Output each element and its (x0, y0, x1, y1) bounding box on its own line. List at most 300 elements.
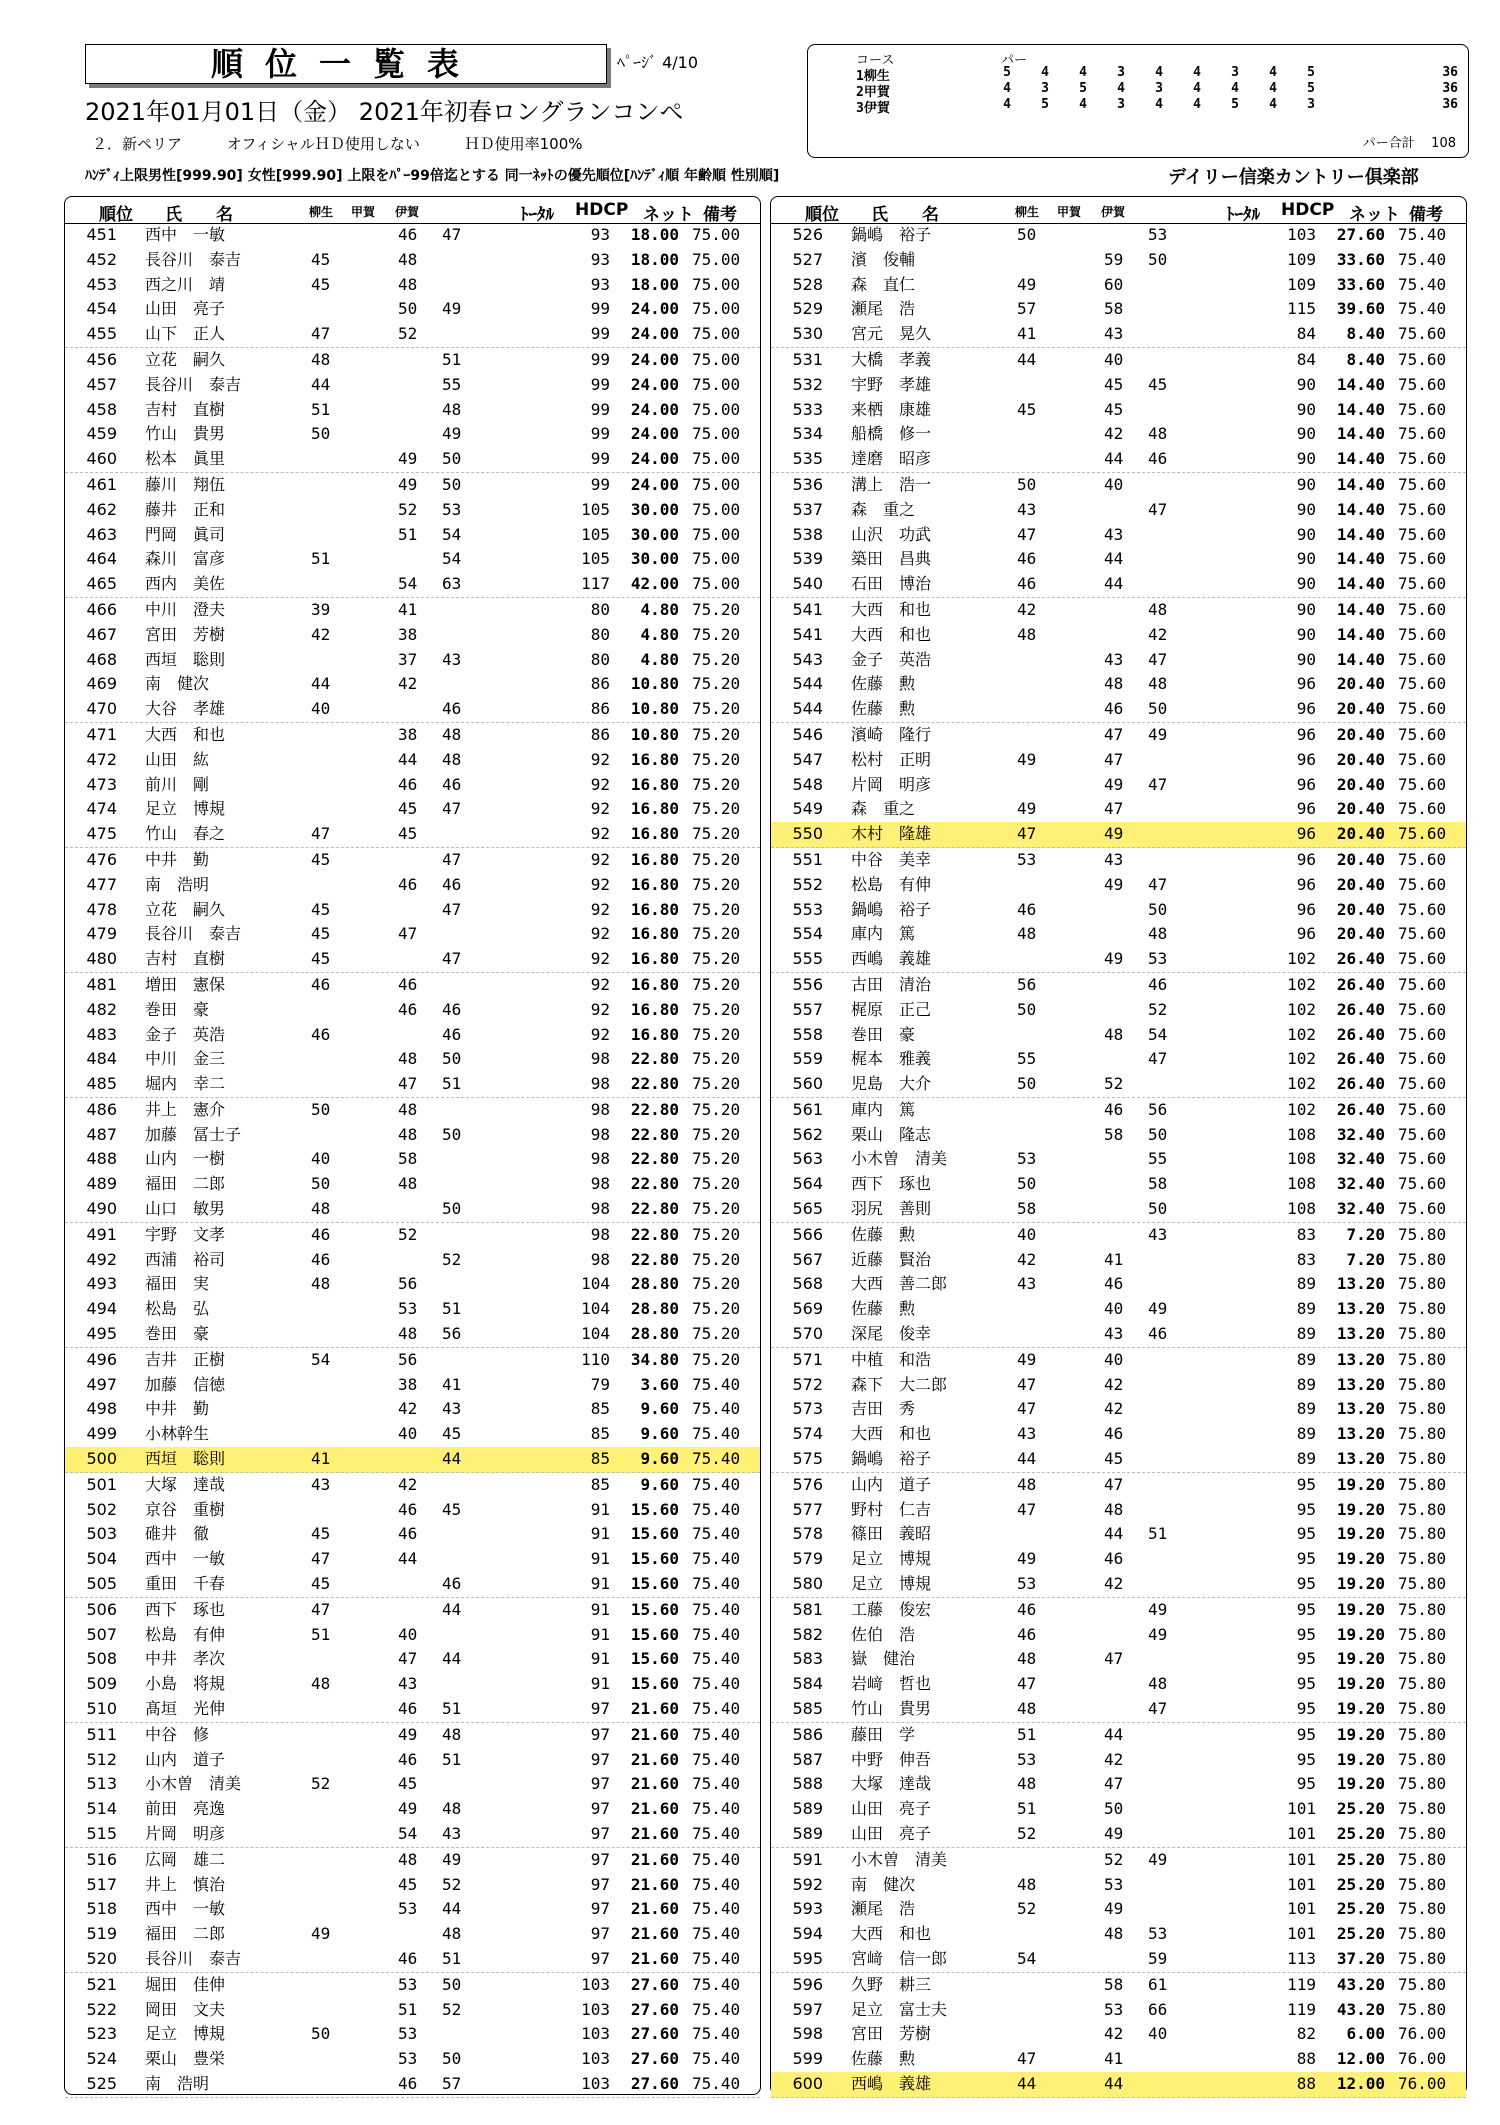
cell-score-iga: 50 (442, 474, 462, 494)
table-row (771, 1023, 1466, 1048)
cell-score-iga: 50 (442, 2049, 462, 2069)
cell-score-koga: 44 (398, 1549, 418, 1569)
col-name: 氏 名 (165, 205, 233, 225)
cell-net: 75.00 (692, 225, 741, 244)
table-row (771, 1297, 1466, 1322)
hole-par: 4 (1193, 65, 1201, 80)
table-row (771, 1397, 1466, 1422)
cell-name: 片岡 明彦 (145, 1824, 226, 1843)
hole-par: 3 (1117, 65, 1125, 80)
cell-rank: 530 (792, 324, 823, 344)
cell-rank: 596 (792, 1974, 823, 1994)
cell-rank: 511 (86, 1724, 117, 1744)
cell-net: 75.20 (692, 949, 741, 969)
cell-total: 92 (590, 924, 610, 944)
cell-name: 足立 博規 (851, 1574, 932, 1594)
table-row (65, 1772, 760, 1797)
cell-rank: 583 (792, 1649, 823, 1669)
cell-rank: 518 (86, 1899, 117, 1919)
table-row (65, 1973, 760, 1998)
cell-rank: 544 (792, 699, 823, 719)
course-name: 2甲賀 (856, 85, 890, 100)
table-row (771, 398, 1466, 423)
cell-score-koga: 53 (398, 2049, 418, 2069)
cell-rank: 567 (792, 1249, 823, 1269)
cell-net: 76.00 (1398, 2073, 1447, 2093)
table-row (65, 1672, 760, 1697)
cell-score-iga: 51 (442, 1299, 462, 1319)
cell-hdcp: 13.20 (1336, 1299, 1385, 1319)
cell-score-koga: 48 (398, 274, 418, 294)
cell-score-koga: 46 (398, 974, 418, 994)
cell-score-yagyu: 49 (1017, 1349, 1037, 1369)
cell-score-iga: 63 (442, 574, 462, 594)
col-c1: 柳生 (1015, 205, 1040, 219)
cell-score-koga: 45 (398, 824, 418, 844)
hole-par: 4 (1269, 65, 1277, 80)
cell-total: 102 (1287, 1049, 1316, 1069)
cell-total: 97 (590, 1749, 610, 1769)
cell-name: 石田 博治 (851, 574, 932, 594)
table-row (65, 1072, 760, 1098)
cell-rank: 452 (86, 249, 117, 269)
cell-name: 中井 勤 (145, 849, 210, 869)
cell-total: 97 (590, 1948, 610, 1968)
cell-name: 吉田 秀 (851, 1399, 916, 1419)
table-row (65, 922, 760, 947)
cell-net: 75.60 (1398, 1199, 1447, 1219)
cell-score-iga: 56 (1148, 1099, 1168, 1119)
cell-rank: 585 (792, 1699, 823, 1719)
cell-net: 75.00 (692, 349, 741, 369)
cell-name: 大塚 達哉 (851, 1774, 932, 1794)
cell-hdcp: 27.60 (630, 1999, 679, 2019)
cell-net: 75.80 (1398, 1424, 1447, 1444)
cell-score-yagyu: 43 (1017, 1274, 1037, 1294)
cell-hdcp: 20.40 (1336, 849, 1385, 869)
table-row (65, 348, 760, 373)
table-row (771, 1223, 1466, 1248)
cell-score-iga: 61 (1148, 1974, 1168, 1994)
table-row (65, 697, 760, 723)
cell-name: 西内 美佐 (145, 574, 226, 594)
cell-rank: 467 (86, 624, 117, 644)
table-row (771, 1897, 1466, 1922)
cell-score-iga: 42 (1148, 624, 1168, 644)
cell-score-koga: 44 (1104, 574, 1124, 594)
cell-hdcp: 27.60 (1336, 225, 1385, 244)
cell-net: 75.00 (692, 324, 741, 344)
cell-score-yagyu: 47 (1017, 1674, 1037, 1694)
cell-net: 75.80 (1398, 1224, 1447, 1244)
cell-rank: 506 (86, 1599, 117, 1619)
table-row (65, 773, 760, 798)
cell-name: 山田 亮子 (851, 1799, 932, 1819)
cell-total: 93 (590, 274, 610, 294)
table-row (771, 1922, 1466, 1947)
cell-hdcp: 10.80 (630, 674, 679, 694)
table-row (65, 1547, 760, 1572)
cell-score-yagyu: 51 (1017, 1799, 1037, 1819)
cell-hdcp: 20.40 (1336, 724, 1385, 744)
table-row (65, 297, 760, 322)
cell-net: 75.80 (1398, 1774, 1447, 1794)
cell-rank: 533 (792, 399, 823, 419)
cell-total: 101 (1287, 1849, 1316, 1869)
cell-score-koga: 40 (398, 1624, 418, 1644)
table-row (65, 1197, 760, 1223)
col-c2: 甲賀 (1057, 205, 1082, 219)
cell-score-yagyu: 47 (1017, 2049, 1037, 2069)
cell-total: 105 (581, 524, 610, 544)
cell-hdcp: 14.40 (1336, 424, 1385, 444)
cell-score-koga: 43 (1104, 324, 1124, 344)
cell-net: 75.60 (1398, 399, 1447, 419)
table-row (65, 1522, 760, 1547)
col-hdcp: HDCP (1281, 200, 1335, 220)
cell-name: 深尾 俊幸 (851, 1324, 932, 1344)
cell-net: 75.80 (1398, 1824, 1447, 1843)
cell-net: 75.80 (1398, 1649, 1447, 1669)
cell-score-koga: 40 (1104, 1349, 1124, 1369)
cell-name: 加藤 冨士子 (145, 1124, 242, 1144)
cell-name: 佐伯 浩 (851, 1624, 916, 1644)
cell-hdcp: 25.20 (1336, 1924, 1385, 1944)
cell-score-iga: 45 (1148, 374, 1168, 394)
table-row (771, 297, 1466, 322)
cell-name: 山内 道子 (851, 1474, 932, 1494)
cell-score-koga: 49 (398, 474, 418, 494)
cell-hdcp: 19.20 (1336, 1474, 1385, 1494)
cell-hdcp: 16.80 (630, 999, 679, 1019)
cell-score-koga: 52 (1104, 1849, 1124, 1869)
cell-rank: 486 (86, 1099, 117, 1119)
table-row (771, 697, 1466, 723)
cell-total: 102 (1287, 1074, 1316, 1094)
table-row (771, 1973, 1466, 1998)
cell-score-koga: 41 (1104, 2049, 1124, 2069)
cell-net: 75.40 (692, 1449, 741, 1469)
cell-total: 93 (590, 249, 610, 269)
cell-net: 75.40 (692, 1948, 741, 1968)
cell-score-iga: 57 (442, 2073, 462, 2093)
table-row (771, 1697, 1466, 1723)
cell-net: 75.60 (1398, 999, 1447, 1019)
cell-rank: 534 (792, 424, 823, 444)
cell-net: 75.80 (1398, 1899, 1447, 1919)
cell-net: 75.20 (692, 1124, 741, 1144)
cell-net: 75.80 (1398, 1674, 1447, 1694)
cell-total: 95 (1296, 1749, 1316, 1769)
table-row (65, 1598, 760, 1623)
cell-score-yagyu: 54 (311, 1349, 331, 1369)
cell-score-yagyu: 49 (1017, 274, 1037, 294)
cell-net: 75.60 (1398, 874, 1447, 894)
cell-net: 75.60 (1398, 624, 1447, 644)
course-total: 36 (1442, 97, 1458, 112)
cell-score-yagyu: 58 (1017, 1199, 1037, 1219)
cell-net: 75.80 (1398, 1249, 1447, 1269)
cell-net: 75.60 (1398, 974, 1447, 994)
cell-rank: 572 (792, 1374, 823, 1394)
col-note: 備考 (703, 205, 737, 225)
cell-net: 75.40 (692, 1824, 741, 1843)
cell-name: 西嶋 義雄 (851, 949, 932, 969)
cell-rank: 529 (792, 299, 823, 319)
cell-hdcp: 14.40 (1336, 649, 1385, 669)
cell-hdcp: 16.80 (630, 974, 679, 994)
cell-hdcp: 24.00 (630, 349, 679, 369)
cell-score-iga: 52 (442, 1249, 462, 1269)
cell-net: 75.40 (692, 1474, 741, 1494)
cell-score-iga: 48 (442, 724, 462, 744)
table-row (65, 1422, 760, 1447)
cell-net: 75.00 (692, 274, 741, 294)
course-row (808, 81, 1468, 100)
cell-score-koga: 51 (398, 1999, 418, 2019)
cell-net: 75.00 (692, 424, 741, 444)
table-row (771, 1447, 1466, 1473)
cell-rank: 554 (792, 924, 823, 944)
cell-hdcp: 32.40 (1336, 1199, 1385, 1219)
cell-name: 野村 仁吉 (851, 1499, 932, 1519)
cell-hdcp: 22.80 (630, 1249, 679, 1269)
cell-net: 75.80 (1398, 1549, 1447, 1569)
cell-score-iga: 48 (1148, 424, 1168, 444)
cell-name: 羽尻 善則 (851, 1199, 932, 1219)
par-col-label: パー (1001, 53, 1028, 68)
cell-hdcp: 22.80 (630, 1124, 679, 1144)
cell-hdcp: 13.20 (1336, 1449, 1385, 1469)
cell-total: 97 (590, 1899, 610, 1919)
cell-score-koga: 42 (1104, 1574, 1124, 1594)
table-row (771, 1672, 1466, 1697)
cell-name: 増田 憲保 (145, 974, 226, 994)
cell-rank: 569 (792, 1299, 823, 1319)
cell-total: 79 (590, 1374, 610, 1394)
cell-score-koga: 52 (398, 499, 418, 519)
cell-hdcp: 33.60 (1336, 274, 1385, 294)
cell-total: 103 (581, 2049, 610, 2069)
cell-total: 109 (1287, 249, 1316, 269)
course-row (808, 97, 1468, 116)
cell-rank: 466 (86, 599, 117, 619)
table-row (771, 1772, 1466, 1797)
cell-net: 75.60 (1398, 424, 1447, 444)
cell-name: 森川 富彦 (145, 549, 226, 569)
cell-rank: 490 (86, 1199, 117, 1219)
cell-hdcp: 25.20 (1336, 1849, 1385, 1869)
hole-par: 5 (1041, 97, 1049, 112)
cell-net: 75.80 (1398, 1724, 1447, 1744)
cell-score-koga: 50 (398, 299, 418, 319)
cell-rank: 559 (792, 1049, 823, 1069)
cell-hdcp: 21.60 (630, 1724, 679, 1744)
table-row (65, 1748, 760, 1773)
table-row (771, 547, 1466, 572)
course-total: 36 (1442, 65, 1458, 80)
cell-name: 中野 伸吾 (851, 1749, 932, 1769)
cell-name: 山田 紘 (145, 749, 210, 769)
cell-score-koga: 45 (1104, 399, 1124, 419)
table-row (771, 273, 1466, 298)
cell-score-iga: 56 (442, 1324, 462, 1344)
cell-net: 75.80 (1398, 1349, 1447, 1369)
cell-net: 75.40 (692, 1724, 741, 1744)
col-c3: 伊賀 (395, 205, 420, 219)
cell-net: 75.80 (1398, 1274, 1447, 1294)
cell-name: 大西 善二郎 (851, 1274, 948, 1294)
table-row (771, 2072, 1466, 2098)
cell-rank: 565 (792, 1199, 823, 1219)
cell-score-iga: 50 (442, 449, 462, 469)
col-hdcp: HDCP (575, 200, 629, 220)
cell-net: 75.80 (1398, 1999, 1447, 2019)
cell-name: 堀内 幸二 (145, 1074, 226, 1094)
cell-score-iga: 46 (442, 999, 462, 1019)
cell-rank: 600 (792, 2073, 823, 2093)
cell-score-yagyu: 48 (1017, 924, 1037, 944)
table-row (65, 1848, 760, 1873)
cell-hdcp: 28.80 (630, 1324, 679, 1344)
course-name: 3伊賀 (856, 101, 890, 116)
cell-score-koga: 43 (1104, 849, 1124, 869)
cell-rank: 503 (86, 1524, 117, 1544)
cell-name: 南 浩明 (145, 2073, 210, 2093)
cell-score-koga: 53 (398, 1299, 418, 1319)
cell-net: 75.40 (1398, 249, 1447, 269)
cell-rank: 555 (792, 949, 823, 969)
hole-par: 5 (1079, 81, 1087, 96)
cell-rank: 579 (792, 1549, 823, 1569)
cell-score-iga: 41 (442, 1374, 462, 1394)
cell-name: 山田 亮子 (851, 1824, 932, 1843)
cell-score-koga: 42 (398, 674, 418, 694)
cell-score-iga: 48 (442, 1724, 462, 1744)
cell-net: 75.40 (692, 1574, 741, 1594)
cell-total: 119 (1287, 1999, 1316, 2019)
cell-name: 吉村 直樹 (145, 399, 226, 419)
cell-score-iga: 44 (442, 1649, 462, 1669)
table-row (771, 1272, 1466, 1297)
cell-hdcp: 32.40 (1336, 1149, 1385, 1169)
cell-name: 西下 琢也 (145, 1599, 226, 1619)
cell-score-yagyu: 51 (311, 1624, 331, 1644)
cell-name: 宮﨑 信一郎 (851, 1948, 948, 1968)
table-row (65, 1348, 760, 1373)
cell-name: 立花 嗣久 (145, 899, 226, 919)
cell-score-iga: 49 (442, 299, 462, 319)
table-row (65, 1873, 760, 1898)
cell-net: 75.60 (1398, 374, 1447, 394)
cell-hdcp: 21.60 (630, 1699, 679, 1719)
cell-rank: 512 (86, 1749, 117, 1769)
cell-rank: 504 (86, 1549, 117, 1569)
cell-score-iga: 55 (442, 374, 462, 394)
table-row (771, 1598, 1466, 1623)
cell-score-iga: 53 (1148, 949, 1168, 969)
cell-rank: 461 (86, 474, 117, 494)
cell-net: 75.80 (1398, 1599, 1447, 1619)
cell-score-koga: 41 (1104, 1249, 1124, 1269)
cell-net: 75.40 (692, 1424, 741, 1444)
table-row (771, 1248, 1466, 1273)
cell-score-iga: 47 (442, 899, 462, 919)
table-row (771, 1422, 1466, 1447)
cell-hdcp: 12.00 (1336, 2073, 1385, 2093)
cell-score-yagyu: 43 (1017, 1424, 1037, 1444)
cell-hdcp: 19.20 (1336, 1749, 1385, 1769)
cell-net: 75.20 (692, 1174, 741, 1194)
cell-total: 92 (590, 849, 610, 869)
col-c3: 伊賀 (1101, 205, 1126, 219)
cell-score-yagyu: 50 (311, 424, 331, 444)
cell-score-iga: 48 (1148, 599, 1168, 619)
cell-score-koga: 53 (1104, 1999, 1124, 2019)
cell-name: 小木曽 清美 (145, 1774, 242, 1794)
table-row (65, 273, 760, 298)
col-net: ネット (643, 205, 694, 225)
cell-total: 85 (590, 1399, 610, 1419)
cell-rank: 562 (792, 1124, 823, 1144)
cell-score-koga: 49 (398, 1724, 418, 1744)
cell-score-koga: 56 (398, 1349, 418, 1369)
cell-rank: 451 (86, 225, 117, 244)
cell-rank: 493 (86, 1274, 117, 1294)
cell-rank: 584 (792, 1674, 823, 1694)
table-row (771, 1947, 1466, 1973)
cell-hdcp: 16.80 (630, 874, 679, 894)
cell-name: 瀬尾 浩 (851, 1899, 916, 1919)
cell-hdcp: 16.80 (630, 849, 679, 869)
cell-score-yagyu: 48 (1017, 624, 1037, 644)
cell-rank: 483 (86, 1024, 117, 1044)
cell-rank: 516 (86, 1849, 117, 1869)
cell-total: 95 (1296, 1624, 1316, 1644)
table-row (771, 773, 1466, 798)
cell-score-koga: 47 (398, 924, 418, 944)
cell-hdcp: 43.20 (1336, 1974, 1385, 1994)
cell-rank: 474 (86, 799, 117, 819)
cell-score-yagyu: 45 (1017, 399, 1037, 419)
cell-rank: 509 (86, 1674, 117, 1694)
table-row (771, 1473, 1466, 1498)
cell-rank: 488 (86, 1149, 117, 1169)
cell-score-koga: 47 (1104, 799, 1124, 819)
cell-score-yagyu: 46 (1017, 1624, 1037, 1644)
cell-total: 98 (590, 1049, 610, 1069)
cell-hdcp: 15.60 (630, 1674, 679, 1694)
cell-net: 75.40 (692, 1674, 741, 1694)
table-row (65, 1123, 760, 1148)
cell-total: 113 (1287, 1948, 1316, 1968)
cell-total: 96 (1296, 874, 1316, 894)
col-total: ﾄｰﾀﾙ (1226, 205, 1260, 225)
cell-net: 75.20 (692, 1274, 741, 1294)
cell-name: 竹山 貴男 (851, 1699, 932, 1719)
cell-name: 中谷 修 (145, 1724, 210, 1744)
cell-total: 108 (1287, 1149, 1316, 1169)
cell-score-koga: 49 (1104, 1824, 1124, 1843)
cell-total: 89 (1296, 1424, 1316, 1444)
cell-name: 西嶋 義雄 (851, 2073, 932, 2093)
cell-total: 93 (590, 225, 610, 244)
cell-score-yagyu: 42 (1017, 1249, 1037, 1269)
cell-score-koga: 42 (398, 1474, 418, 1494)
cell-net: 75.40 (692, 1374, 741, 1394)
cell-hdcp: 22.80 (630, 1174, 679, 1194)
hole-par: 3 (1117, 97, 1125, 112)
